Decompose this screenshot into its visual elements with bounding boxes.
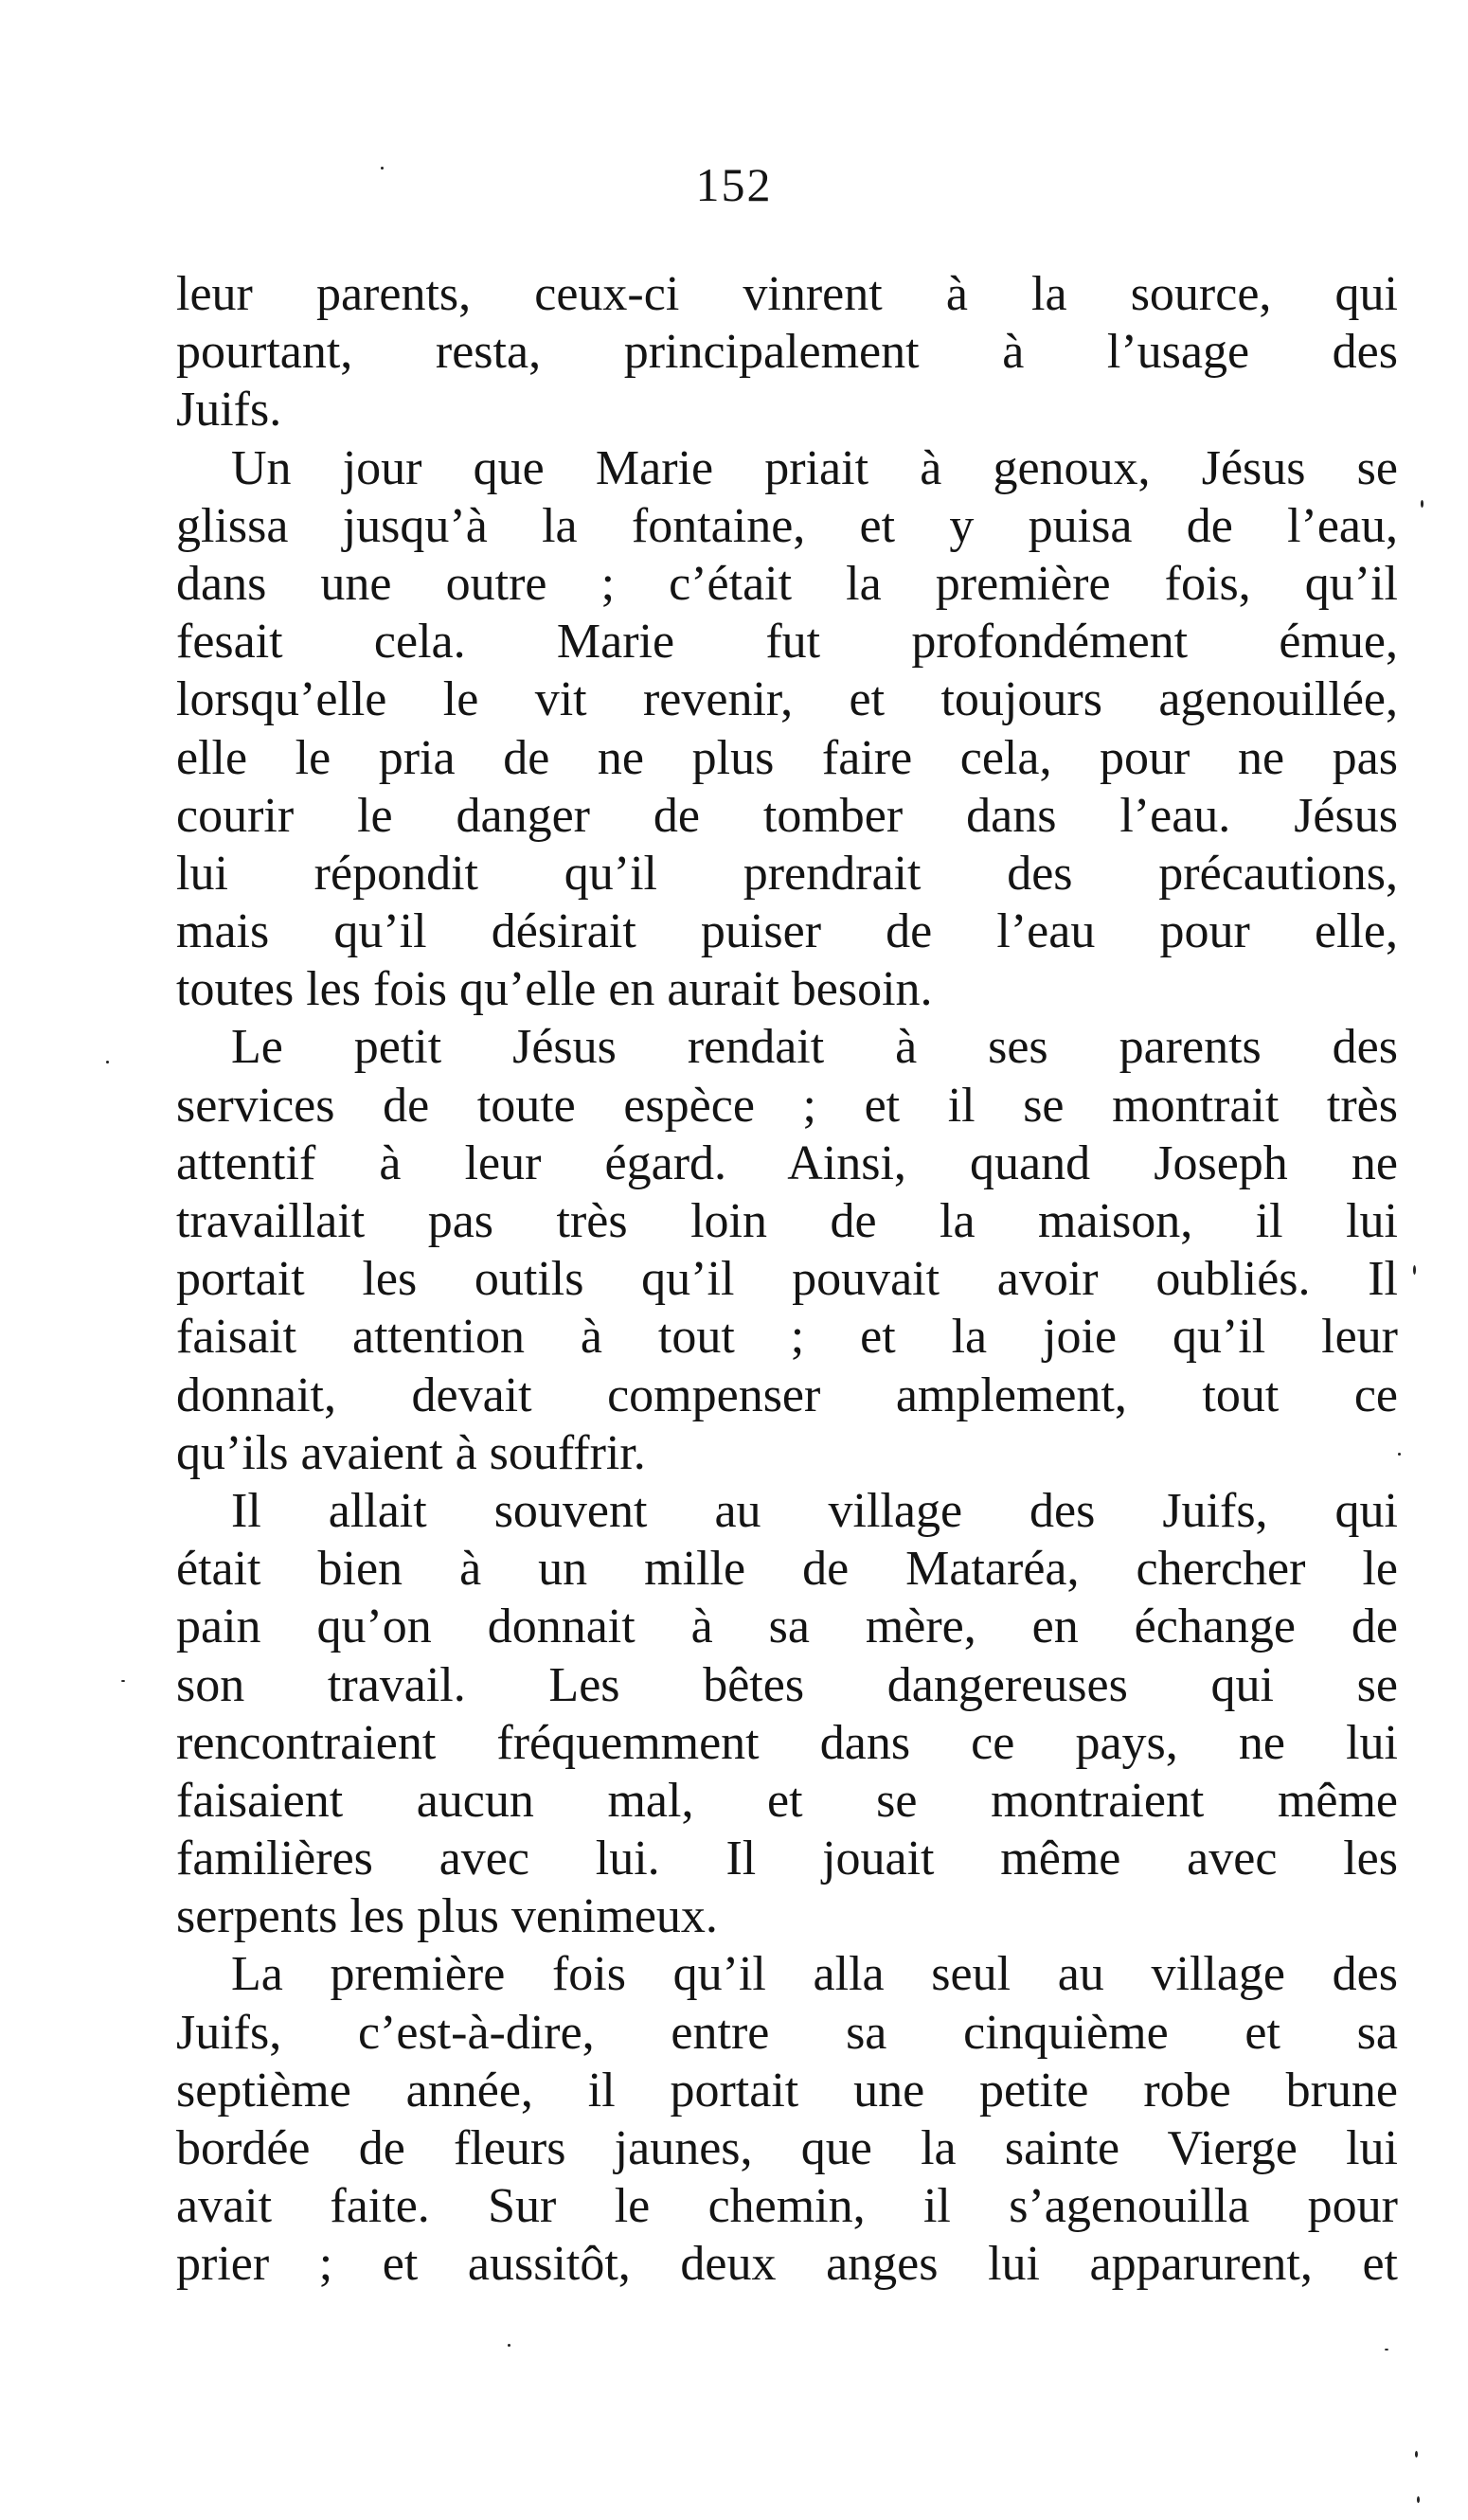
text-line: lui répondit qu’il prendrait des précautions,: [176, 846, 1398, 901]
scan-speck: [1421, 500, 1423, 508]
text-line: bordée de fleurs jaunes, que la sainte Vierge lui: [176, 2121, 1398, 2175]
text-line: était bien à un mille de Mataréa, chercher le: [176, 1542, 1398, 1597]
text-line: lorsqu’elle le vit revenir, et toujours agenouillée,: [176, 672, 1398, 727]
text-line: fesait cela. Marie fut profondément émue,: [176, 615, 1398, 670]
scan-speck: [1417, 2496, 1420, 2503]
text-line: mais qu’il désirait puiser de l’eau pour elle,: [176, 904, 1398, 959]
scan-speck: [121, 1680, 125, 1682]
scan-speck: [381, 167, 384, 170]
text-line: Un jour que Marie priait à genoux, Jésus se: [231, 440, 1398, 495]
text-line: familières avec lui. Il jouait même avec les: [176, 1832, 1398, 1886]
text-line: faisaient aucun mal, et se montraient même: [176, 1773, 1398, 1828]
text-line: travaillait pas très loin de la maison, il lui: [176, 1194, 1398, 1248]
text-line: prier ; et aussitôt, deux anges lui apparurent, et: [176, 2237, 1398, 2292]
text-line: Juifs, c’est-à-dire, entre sa cinquième et sa: [176, 2005, 1398, 2060]
text-line: avait faite. Sur le chemin, il s’agenouilla pour: [176, 2179, 1398, 2234]
text-line: Le petit Jésus rendait à ses parents des: [231, 1020, 1398, 1075]
text-line: donnait, devait compenser amplement, tout ce: [176, 1367, 1398, 1422]
text-line: attentif à leur égard. Ainsi, quand Joseph ne: [176, 1135, 1398, 1190]
text-line: son travail. Les bêtes dangereuses qui se: [176, 1657, 1398, 1712]
text-line: qu’ils avaient à souffrir.: [176, 1425, 646, 1480]
scan-speck: [1413, 1265, 1416, 1275]
text-line: glissa jusqu’à la fontaine, et y puisa de l’eau,: [176, 498, 1398, 553]
body-text: [176, 265, 1398, 2294]
scan-speck: [1385, 2349, 1388, 2350]
text-line: faisait attention à tout ; et la joie qu’il leur: [176, 1310, 1398, 1365]
text-line: pourtant, resta, principalement à l’usage des: [176, 325, 1398, 380]
text-line: toutes les fois qu’elle en aurait besoin.: [176, 962, 933, 1017]
text-line: dans une outre ; c’était la première fois, qu’il: [176, 556, 1398, 611]
scan-speck: [508, 2344, 510, 2347]
scan-speck: [106, 1061, 109, 1063]
text-line: courir le danger de tomber dans l’eau. Jésus: [176, 788, 1398, 843]
page-number: 152: [695, 158, 773, 211]
text-line: rencontraient fréquemment dans ce pays, ne lui: [176, 1715, 1398, 1770]
scan-speck: [1415, 2451, 1418, 2457]
text-line: pain qu’on donnait à sa mère, en échange de: [176, 1600, 1398, 1654]
text-line: elle le pria de ne plus faire cela, pour ne pas: [176, 730, 1398, 785]
text-line: leur parents, ceux-ci vinrent à la source, qui: [176, 267, 1398, 321]
text-line: La première fois qu’il alla seul au village des: [231, 1947, 1398, 2002]
text-line: septième année, il portait une petite robe brune: [176, 2063, 1398, 2118]
scan-speck: [1398, 1453, 1401, 1456]
text-line: Juifs.: [176, 383, 282, 438]
text-line: serpents les plus venimeux.: [176, 1889, 718, 1944]
text-line: Il allait souvent au village des Juifs, qui: [231, 1483, 1398, 1538]
text-line: portait les outils qu’il pouvait avoir oubliés. Il: [176, 1252, 1398, 1307]
text-line: services de toute espèce ; et il se montrait très: [176, 1078, 1398, 1133]
